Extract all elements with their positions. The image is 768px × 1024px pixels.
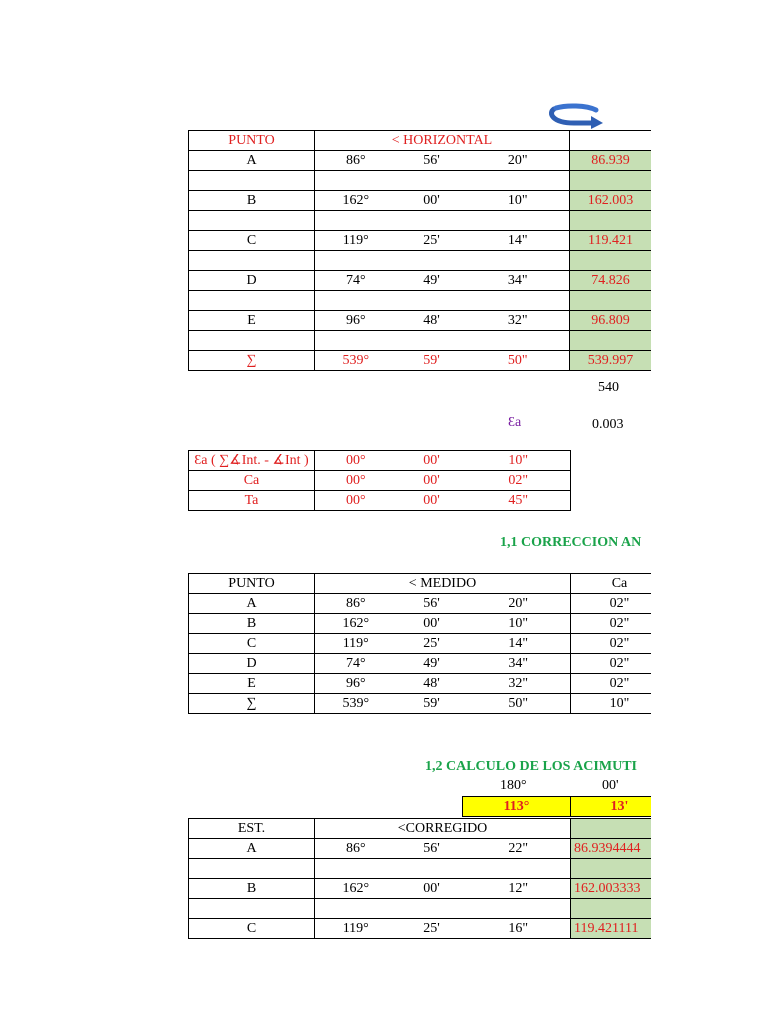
table-row: [189, 451, 571, 471]
table-row: [189, 634, 669, 654]
cell-deg: 162°: [315, 879, 397, 899]
cell-min: 00': [397, 491, 467, 511]
header-ca: Ca: [571, 574, 669, 594]
cell-sec: 32": [467, 674, 571, 694]
page-crop-mask: [651, 0, 768, 1024]
cell-sec: 10": [467, 191, 570, 211]
table-row-blank: [189, 211, 652, 231]
error-value: 0.003: [592, 417, 624, 432]
cell-decimal: 74.826: [570, 271, 652, 291]
header-punto: PUNTO: [189, 574, 315, 594]
table-row: [189, 919, 669, 939]
table-row: [189, 231, 652, 251]
measured-angles-table: [188, 573, 669, 714]
cell-min: 56': [397, 839, 467, 859]
table-row: [189, 594, 669, 614]
table-sum-row: [189, 351, 652, 371]
cell-deg: 119°: [315, 919, 397, 939]
table-row: [189, 271, 652, 291]
error-label: Ɛa: [508, 415, 522, 430]
cell-deg: 96°: [315, 311, 397, 331]
cell-punto: D: [189, 654, 315, 674]
table-header: [189, 819, 669, 839]
cell-min: 56': [397, 594, 467, 614]
table-header: [189, 574, 669, 594]
cell-decimal: 86.939: [570, 151, 652, 171]
cell-decimal: 162.003: [570, 191, 652, 211]
error-row-label: Ɛa ( ∑∡Int. - ∡Int ): [189, 451, 315, 471]
header-decimal: [570, 131, 652, 151]
cell-deg: 86°: [315, 151, 397, 171]
header-est: EST.: [189, 819, 315, 839]
table-row: [189, 491, 571, 511]
azimuth-highlight-row: [462, 796, 669, 817]
cell-sec: 34": [467, 271, 570, 291]
cell-min: 49': [397, 654, 467, 674]
sum-ca: 10": [571, 694, 669, 714]
cell-min: 00': [397, 879, 467, 899]
cell-sec: 10": [467, 614, 571, 634]
section-title-correccion: 1,1 CORRECCION AN: [500, 535, 642, 550]
cell-punto: A: [189, 151, 315, 171]
table-header: [189, 131, 652, 151]
table-row-blank: [189, 899, 669, 919]
cell-sec: 20": [467, 594, 571, 614]
cell-punto: E: [189, 311, 315, 331]
cell-sec: 22": [467, 839, 571, 859]
cell-deg: 74°: [315, 271, 397, 291]
table-row: [189, 879, 669, 899]
cell-deg: 119°: [315, 634, 397, 654]
cell-punto: E: [189, 674, 315, 694]
sum-symbol: ∑: [189, 351, 315, 371]
ca-row-label: Ca: [189, 471, 315, 491]
cell-deg: 74°: [315, 654, 397, 674]
table-row: [189, 471, 571, 491]
cell-deg: 86°: [315, 839, 397, 859]
ta-row-label: Ta: [189, 491, 315, 511]
section-title-acimut: 1,2 CALCULO DE LOS ACIMUTI: [425, 759, 637, 774]
corrected-angles-table: [188, 818, 669, 939]
table-row-blank: [189, 291, 652, 311]
az-top-min: 00': [602, 778, 619, 793]
cell-min: 25': [397, 231, 467, 251]
cell-deg: 119°: [315, 231, 397, 251]
cell-ca: 02": [571, 614, 669, 634]
cell-min: 56': [397, 151, 467, 171]
cell-sec: 14": [467, 634, 571, 654]
sum-symbol: ∑: [189, 694, 315, 714]
cell-punto: B: [189, 191, 315, 211]
cell-punto: A: [189, 594, 315, 614]
az-highlight-min: 13': [571, 797, 669, 817]
cell-decimal: 162.003333: [571, 879, 669, 899]
rotate-arrow-icon: [546, 103, 604, 129]
horizontal-angles-table: [188, 130, 652, 371]
cell-min: 00': [397, 191, 467, 211]
cell-min: 00': [397, 451, 467, 471]
expected-sum: 540: [598, 380, 619, 395]
cell-sec: 10": [467, 451, 571, 471]
sum-deg: 539°: [315, 694, 397, 714]
cell-sec: 16": [467, 919, 571, 939]
cell-min: 48': [397, 311, 467, 331]
table-row: [189, 654, 669, 674]
table-sum-row: [189, 694, 669, 714]
table-row: [189, 191, 652, 211]
header-horizontal: < HORIZONTAL: [315, 131, 570, 151]
table-row: [189, 614, 669, 634]
cell-decimal: 119.421: [570, 231, 652, 251]
cell-min: 00': [397, 471, 467, 491]
cell-sec: 20": [467, 151, 570, 171]
sum-min: 59': [397, 694, 467, 714]
cell-deg: 00°: [315, 451, 397, 471]
table-row: [189, 839, 669, 859]
table-row-blank: [189, 331, 652, 351]
sum-sec: 50": [467, 694, 571, 714]
table-row-blank: [189, 171, 652, 191]
sum-decimal: 539.997: [570, 351, 652, 371]
sum-sec: 50": [467, 351, 570, 371]
cell-est: B: [189, 879, 315, 899]
cell-est: C: [189, 919, 315, 939]
cell-deg: 162°: [315, 191, 397, 211]
cell-deg: 162°: [315, 614, 397, 634]
cell-ca: 02": [571, 674, 669, 694]
table-row-blank: [189, 859, 669, 879]
cell-sec: 34": [467, 654, 571, 674]
cell-deg: 00°: [315, 491, 397, 511]
cell-min: 48': [397, 674, 467, 694]
cell-punto: B: [189, 614, 315, 634]
error-table: [188, 450, 571, 511]
table-row: [189, 674, 669, 694]
header-punto: PUNTO: [189, 131, 315, 151]
cell-sec: 32": [467, 311, 570, 331]
header-medido: < MEDIDO: [315, 574, 571, 594]
table-row: [463, 797, 669, 817]
sum-deg: 539°: [315, 351, 397, 371]
table-row: [189, 151, 652, 171]
cell-deg: 00°: [315, 471, 397, 491]
cell-ca: 02": [571, 654, 669, 674]
az-top-deg: 180°: [500, 778, 527, 793]
cell-deg: 96°: [315, 674, 397, 694]
cell-min: 25': [397, 919, 467, 939]
cell-sec: 02": [467, 471, 571, 491]
cell-punto: C: [189, 231, 315, 251]
cell-sec: 45": [467, 491, 571, 511]
sum-min: 59': [397, 351, 467, 371]
cell-min: 00': [397, 614, 467, 634]
cell-min: 49': [397, 271, 467, 291]
cell-min: 25': [397, 634, 467, 654]
cell-punto: D: [189, 271, 315, 291]
cell-punto: C: [189, 634, 315, 654]
cell-decimal: 86.9394444: [571, 839, 669, 859]
header-corregido: <CORREGIDO: [315, 819, 571, 839]
cell-ca: 02": [571, 634, 669, 654]
cell-est: A: [189, 839, 315, 859]
cell-sec: 14": [467, 231, 570, 251]
az-highlight-deg: 113°: [463, 797, 571, 817]
cell-decimal: 119.421111: [571, 919, 669, 939]
cell-sec: 12": [467, 879, 571, 899]
cell-decimal: 96.809: [570, 311, 652, 331]
table-row: [189, 311, 652, 331]
table-row-blank: [189, 251, 652, 271]
cell-deg: 86°: [315, 594, 397, 614]
cell-ca: 02": [571, 594, 669, 614]
